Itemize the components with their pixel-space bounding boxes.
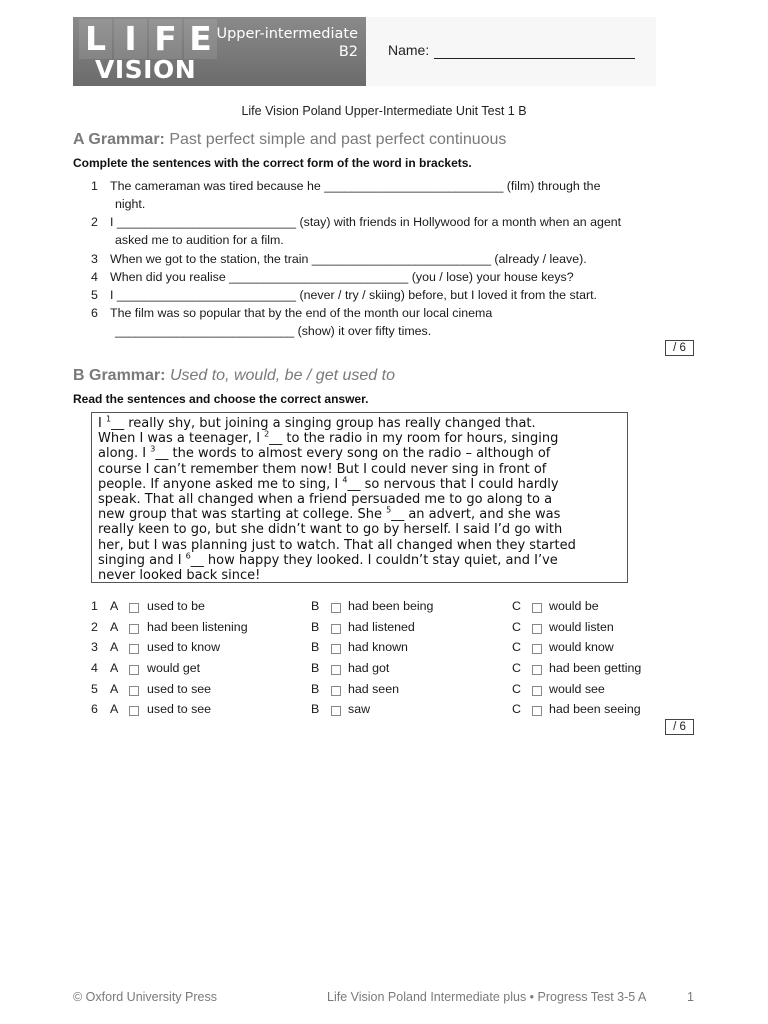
option-letter-c: C (512, 682, 521, 696)
option-text-a: used to know (147, 640, 221, 654)
option-letter-c: C (512, 620, 521, 634)
footer-page-number: 1 (687, 990, 694, 1004)
passage-text: When I was a teenager, I (98, 431, 265, 447)
question-line-1: The cameraman was tired because he __________________________ (film) through the (110, 179, 601, 193)
option-letter-c: C (512, 702, 521, 716)
option-text-c: would know (549, 640, 614, 654)
logo-letter: F (149, 19, 182, 59)
option-letter-c: C (512, 661, 521, 675)
answer-checkbox-a[interactable] (129, 644, 139, 654)
question-line-1: I __________________________ (stay) with friends in Hollywood for a month when an agent (110, 215, 622, 229)
reading-passage (91, 412, 628, 583)
option-text-a: had been listening (147, 620, 248, 634)
passage-line (98, 446, 621, 461)
passage-text: __ an advert, and she was (391, 507, 561, 523)
question-line-1: When did you realise __________________________ (you / lose) your house keys? (110, 270, 574, 284)
answer-checkbox-c[interactable] (532, 665, 542, 675)
passage-text: along. I (98, 446, 151, 462)
passage-text: really keen to go, but she didn’t want to go by herself. I said I’d go with (98, 522, 563, 538)
answer-checkbox-b[interactable] (331, 603, 341, 613)
passage-text: __ so nervous that I could hardly (347, 476, 559, 492)
option-text-c: would listen (549, 620, 614, 634)
option-row-4 (91, 661, 691, 681)
logo-vision: VISION (95, 55, 197, 84)
option-letter-b: B (311, 702, 320, 716)
answer-checkbox-c[interactable] (532, 644, 542, 654)
logo-letter: I (114, 19, 147, 59)
option-letter-c: C (512, 640, 521, 654)
passage-text: new group that was starting at college. She (98, 507, 387, 523)
option-number: 5 (91, 682, 98, 696)
option-letter-b: B (311, 640, 320, 654)
option-text-a: used to be (147, 599, 205, 613)
question-text (110, 286, 650, 304)
gap-number: 3 (150, 445, 156, 455)
option-row-5 (91, 682, 691, 702)
option-text-c: had been seeing (549, 702, 641, 716)
question-number: 3 (91, 252, 98, 266)
option-number: 3 (91, 640, 98, 654)
name-label: Name: (388, 42, 430, 58)
option-letter-a: A (110, 620, 119, 634)
passage-line (98, 492, 621, 507)
option-letter-b: B (311, 620, 320, 634)
gap-number: 2 (264, 429, 270, 439)
option-row-1 (91, 599, 691, 619)
passage-line (98, 568, 621, 583)
logo-wordmark (73, 17, 224, 86)
option-text-c: had been getting (549, 661, 642, 675)
passage-text: her, but I was planning just to watch. That all changed when they started (98, 537, 576, 553)
logo-letter: E (184, 19, 217, 59)
section-b-score-box: / 6 (665, 719, 694, 735)
question-number: 2 (91, 215, 98, 229)
option-text-b: had known (348, 640, 408, 654)
section-a-prefix: A Grammar: (73, 131, 165, 148)
question-text (110, 250, 650, 268)
name-box (366, 17, 656, 86)
section-a-instruction: Complete the sentences with the correct form of the word in brackets. (73, 156, 472, 170)
answer-checkbox-c[interactable] (532, 706, 542, 716)
question-line-1: I __________________________ (never / try / skiing) before, but I loved it from the start. (110, 288, 597, 302)
question-text (110, 213, 650, 250)
option-text-b: saw (348, 702, 371, 716)
option-row-3 (91, 640, 691, 660)
passage-line (98, 507, 621, 522)
level-line-1: Upper-intermediate (216, 26, 358, 42)
answer-checkbox-b[interactable] (331, 644, 341, 654)
question-number: 4 (91, 270, 98, 284)
answer-checkbox-b[interactable] (331, 624, 341, 634)
option-letter-a: A (110, 599, 119, 613)
logo-letter: L (79, 19, 112, 59)
footer-test-title: Life Vision Poland Intermediate plus • Progress Test 3-5 A (327, 990, 647, 1004)
option-text-c: would see (549, 682, 605, 696)
question-line-2: asked me to audition for a film. (115, 233, 284, 248)
question-number: 5 (91, 288, 98, 302)
section-a-title (73, 131, 506, 149)
level-line-2: B2 (338, 44, 358, 60)
option-letter-a: A (110, 640, 119, 654)
gap-number: 5 (386, 505, 392, 515)
option-number: 1 (91, 599, 98, 613)
footer-copyright: © Oxford University Press (73, 990, 217, 1004)
option-letter-a: A (110, 702, 119, 716)
passage-text: never looked back since! (98, 568, 261, 584)
option-letter-a: A (110, 661, 119, 675)
option-number: 4 (91, 661, 98, 675)
passage-text: __ to the radio in my room for hours, singing (269, 431, 559, 447)
passage-text: __ the words to almost every song on the radio – although of (155, 446, 551, 462)
question-text (110, 304, 650, 341)
gap-number: 4 (342, 475, 348, 485)
question-text (110, 177, 650, 214)
question-text (110, 268, 650, 286)
option-number: 6 (91, 702, 98, 716)
answer-checkbox-a[interactable] (129, 686, 139, 696)
option-text-b: had been being (348, 599, 434, 613)
option-row-6 (91, 702, 691, 722)
logo-life-letters (79, 19, 217, 59)
passage-text: singing and I (98, 552, 186, 568)
option-text-a: used to see (147, 702, 212, 716)
passage-text: speak. That all changed when a friend persuaded me to go along to a (98, 492, 553, 508)
section-b-instruction: Read the sentences and choose the correct answer. (73, 392, 369, 406)
answer-checkbox-b[interactable] (331, 665, 341, 675)
question-number: 6 (91, 306, 98, 320)
question-line-1: The film was so popular that by the end of the month our local cinema (110, 306, 493, 320)
passage-text: I (98, 416, 106, 431)
answer-checkbox-a[interactable] (129, 706, 139, 716)
section-a-score-box: / 6 (665, 340, 694, 356)
option-text-c: would be (549, 599, 599, 613)
section-b-prefix: B Grammar: (73, 367, 166, 384)
question-line-2: __________________________ (show) it over fifty times. (115, 324, 432, 339)
answer-checkbox-a[interactable] (129, 624, 139, 634)
answer-checkbox-b[interactable] (331, 706, 341, 716)
life-vision-logo (73, 17, 366, 86)
gap-number: 6 (185, 551, 191, 561)
level-label (216, 25, 358, 61)
passage-line (98, 553, 621, 568)
question-number: 1 (91, 179, 98, 193)
section-b-title (73, 367, 395, 385)
option-number: 2 (91, 620, 98, 634)
passage-line (98, 538, 621, 553)
passage-line (98, 431, 621, 446)
option-text-b: had listened (348, 620, 415, 634)
section-b-topic: Used to, would, be / get used to (169, 367, 395, 384)
option-text-a: used to see (147, 682, 212, 696)
passage-line (98, 462, 621, 477)
passage-text: course I can’t remember them now! But I could never sing in front of (98, 461, 547, 477)
answer-checkbox-c[interactable] (532, 686, 542, 696)
answer-checkbox-a[interactable] (129, 603, 139, 613)
gap-number: 1 (105, 414, 112, 424)
option-text-b: had got (348, 661, 390, 675)
option-letter-c: C (512, 599, 521, 613)
passage-text: people. If anyone asked me to sing, I (98, 476, 343, 492)
question-line-2: night. (115, 197, 146, 212)
option-row-2 (91, 620, 691, 640)
option-text-a: would get (147, 661, 201, 675)
answer-checkbox-c[interactable] (532, 603, 542, 613)
answer-checkbox-a[interactable] (129, 665, 139, 675)
answer-checkbox-b[interactable] (331, 686, 341, 696)
passage-line (98, 477, 621, 492)
option-letter-b: B (311, 661, 320, 675)
question-line-1: When we got to the station, the train __________________________ (already / leave). (110, 252, 587, 266)
answer-checkbox-c[interactable] (532, 624, 542, 634)
passage-line (98, 416, 621, 431)
option-letter-b: B (311, 599, 320, 613)
name-field[interactable] (434, 58, 635, 59)
option-letter-b: B (311, 682, 320, 696)
passage-text: __ really shy, but joining a singing group has really changed that. (111, 416, 536, 431)
option-text-b: had seen (348, 682, 399, 696)
document-title: Life Vision Poland Upper-Intermediate Unit Test 1 B (241, 104, 527, 118)
passage-line (98, 522, 621, 537)
passage-text: __ how happy they looked. I couldn’t stay quiet, and I’ve (190, 552, 558, 568)
section-a-topic: Past perfect simple and past perfect continuous (169, 131, 507, 148)
option-letter-a: A (110, 682, 119, 696)
